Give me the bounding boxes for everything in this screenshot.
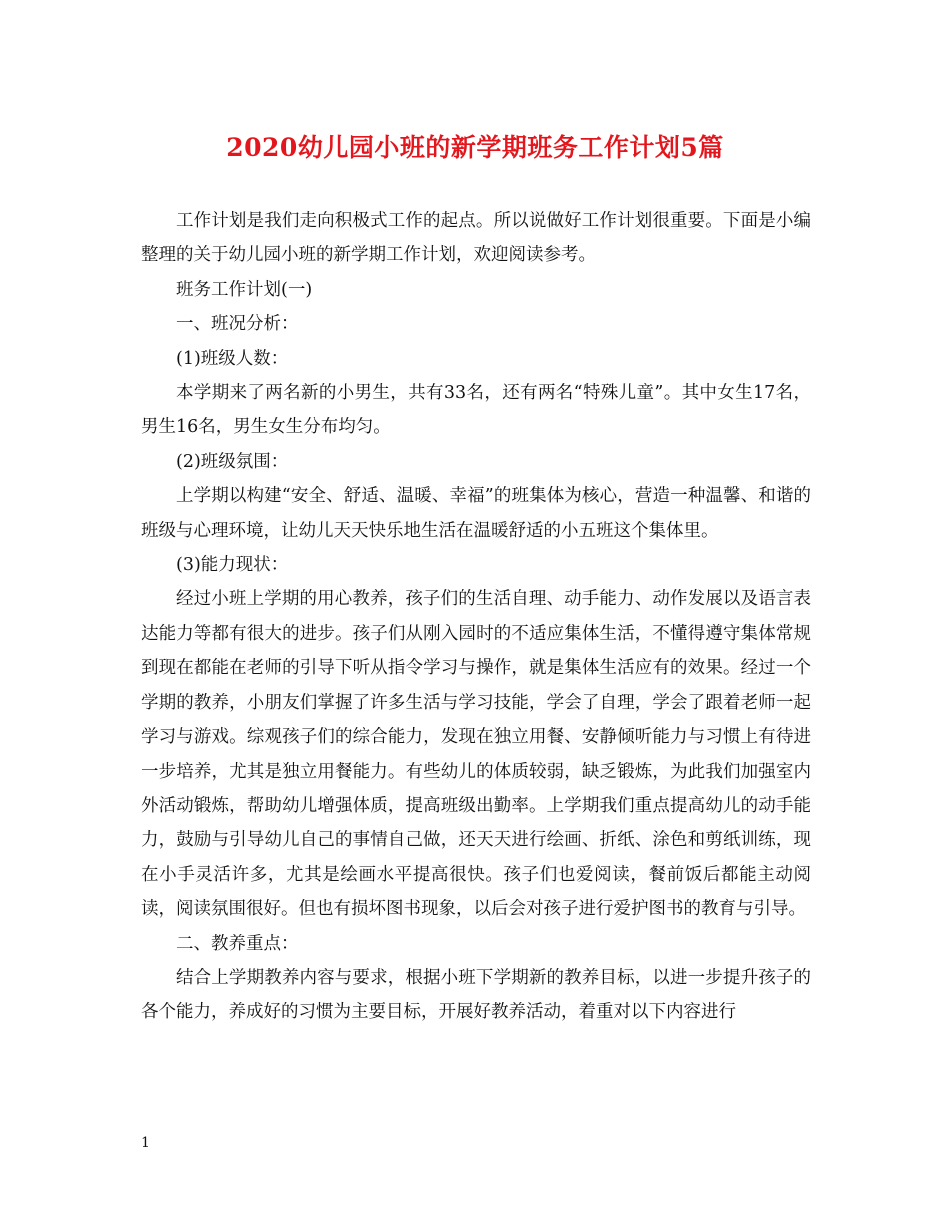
- paragraph-education-focus: 结合上学期教养内容与要求，根据小班下学期新的教养目标，以进一步提升孩子的各个能力，养成好的习惯为主要目标，开展好教养活动，着重对以下内容进行: [141, 967, 811, 1023]
- page-number: 1: [141, 1135, 150, 1151]
- paragraph-ability-status: 经过小班上学期的用心教养，孩子们的生活自理、动手能力、动作发展以及语言表达能力等都有很大的进步。孩子们从刚入园时的不适应集体生活，不懂得遵守集体常规到现在都能在老师的引导下听从指令学习与操作，就是集体生活应有的效果。经过一个学期的教养，小朋友们掌握了许多生活与学习技能，学会了自理，学会了跟着老师一起学习与游戏。综观孩子们的综合能力，发现在独立用餐、安静倾听能力与习惯上有待进一步培养，尤其是独立用餐能力。有些幼儿的体质较弱，缺乏锻炼，为此我们加强室内外活动锻炼，帮助幼儿增强体质，提高班级出勤率。上学期我们重点提高幼儿的动手能力，鼓励与引导幼儿自己的事情自己做，还天天进行绘画、折纸、涂色和剪纸训练，现在小手灵活许多，尤其是绘画水平提高很快。孩子们也爱阅读，餐前饭后都能主动阅读，阅读氛围很好。但也有损坏图书现象，以后会对孩子进行爱护图书的教育与引导。: [141, 589, 811, 920]
- subheading-ability-status: (3)能力现状：: [176, 555, 289, 576]
- paragraph-intro: 工作计划是我们走向积极式工作的起点。所以说做好工作计划很重要。下面是小编整理的关于幼儿园小班的新学期工作计划，欢迎阅读参考。: [141, 211, 811, 266]
- document-title: 2020幼儿园小班的新学期班务工作计划5篇: [226, 133, 724, 162]
- section-heading-plan-1: 班务工作计划(一): [176, 279, 313, 300]
- document-body: [141, 204, 811, 1030]
- paragraph-class-atmosphere: 上学期以构建“安全、舒适、温暖、幸福”的班集体为核心，营造一种温馨、和谐的班级与心理环境，让幼儿天天快乐地生活在温暖舒适的小五班这个集体里。: [141, 486, 811, 541]
- section-heading-education-focus: 二、教养重点：: [176, 933, 299, 954]
- paragraph-class-size: 本学期来了两名新的小男生，共有33名，还有两名“特殊儿童”。其中女生17名，男生16名，男生女生分布均匀。: [141, 383, 811, 438]
- section-heading-class-analysis: 一、班况分析：: [176, 314, 299, 335]
- subheading-class-size: (1)班级人数：: [176, 348, 289, 369]
- subheading-class-atmosphere: (2)班级氛围：: [176, 451, 289, 472]
